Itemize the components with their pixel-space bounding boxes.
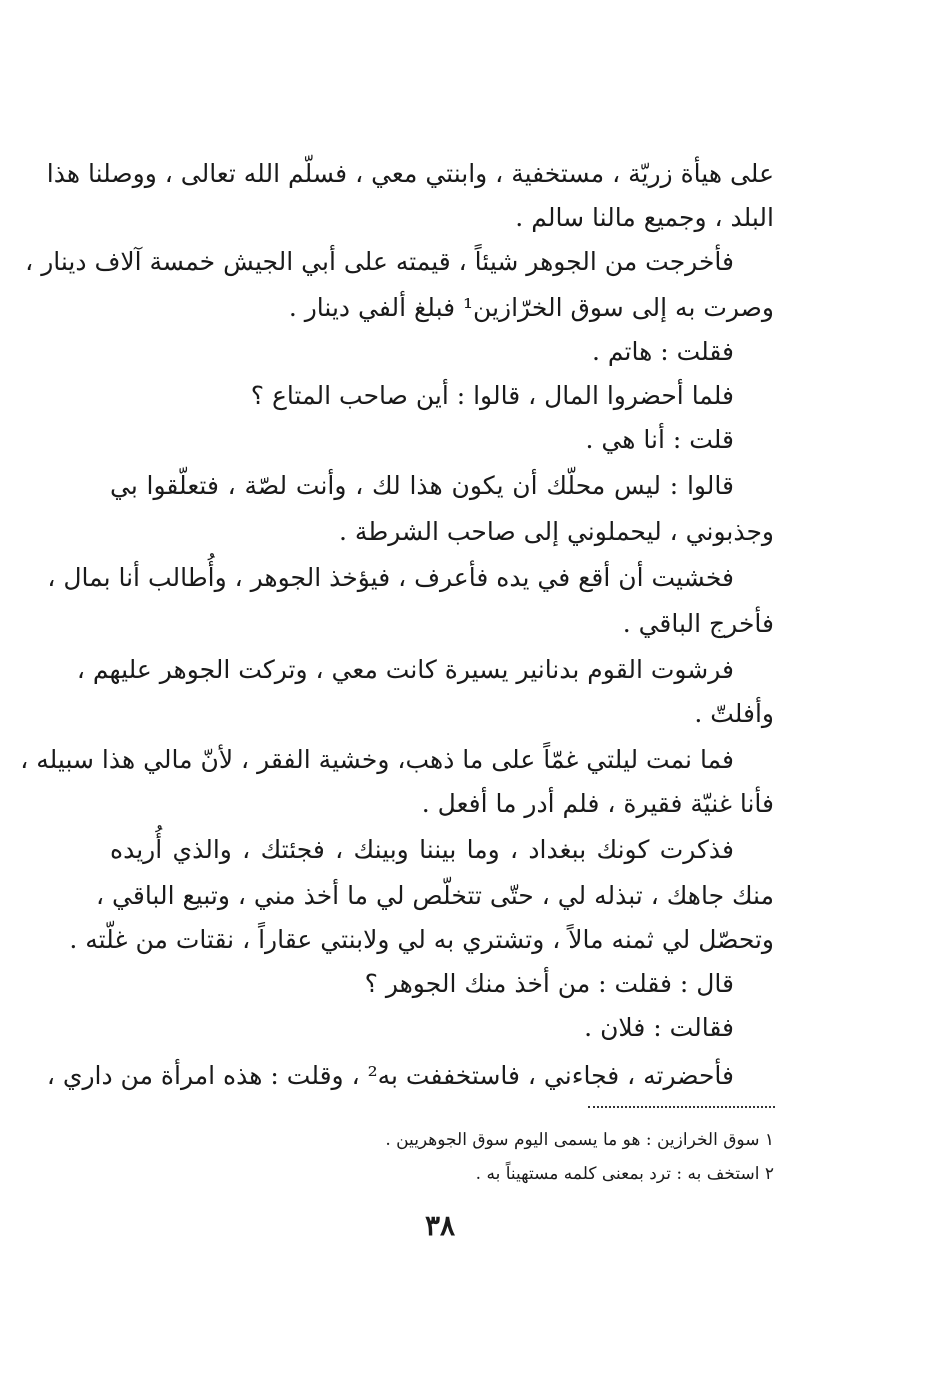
text-line: البلد ، وجميع مالنا سالم . — [515, 203, 774, 232]
text-line: وتحصّل لي ثمنه مالاً ، وتشتري به لي ولابنتي عقاراً ، نقتات من غلّته . — [69, 925, 774, 954]
footnote: ١ سوق الخرازين : هو ما يسمى اليوم سوق الجوهريين . — [385, 1130, 774, 1150]
text-line: وجذبوني ، ليحملوني إلى صاحب الشرطة . — [339, 517, 774, 546]
footnote-separator — [588, 1106, 775, 1108]
text-line: فأخرجت من الجوهر شيئاً ، قيمته على أبي الجيش خمسة آلاف دينار ، — [25, 247, 734, 276]
text-line: فخشيت أن أقع في يده فأعرف ، فيؤخذ الجوهر ، وأُطالب أنا بمال ، — [47, 563, 734, 592]
text-line: فأنا غنيّة فقيرة ، فلم أدر ما أفعل . — [421, 789, 774, 818]
text-line: منك جاهك ، تبذله لي ، حتّى تتخلّص لي ما أخذ مني ، وتبيع الباقي ، — [96, 881, 774, 910]
text-line: فأحضرته ، فجاءني ، فاستخففت به² ، وقلت : هذه امرأة من داري ، — [46, 1061, 734, 1090]
page-number: ٣٨ — [424, 1209, 456, 1242]
text-line: قالوا : ليس محلّك أن يكون هذا لك ، وأنت لصّة ، فتعلّقوا بي — [110, 471, 734, 500]
text-line: وصرت به إلى سوق الخرّازين¹ فبلغ ألفي دينار . — [288, 293, 774, 322]
text-line: قال : فقلت : من أخذ منك الجوهر ؟ — [364, 969, 734, 998]
text-line: فلما أحضروا المال ، قالوا : أين صاحب المتاع ؟ — [250, 381, 734, 410]
text-line: فقلت : هاتم . — [591, 337, 734, 366]
text-line: فقالت : فلان . — [584, 1013, 734, 1042]
text-line: قلت : أنا هي . — [585, 425, 734, 454]
text-line: فذكرت كونك ببغداد ، وما بيننا وبينك ، فجئتك ، والذي أُريده — [110, 835, 734, 864]
text-line: فأخرج الباقي . — [622, 609, 774, 638]
text-line: فرشوت القوم بدنانير يسيرة كانت معي ، وتركت الجوهر عليهم ، — [76, 655, 734, 684]
text-line: وأفلتّ . — [694, 699, 774, 728]
footnote: ٢ استخف به : ترد بمعنى كلمه مستهيناً به . — [475, 1164, 774, 1184]
text-line: فما نمت ليلتي غمّاً على ما ذهب، وخشية الفقر ، لأنّ مالي هذا سبيله ، — [20, 745, 734, 774]
text-line: على هيأة زريّة ، مستخفية ، وابنتي معي ، فسلّم الله تعالى ، ووصلنا هذا — [46, 159, 774, 188]
